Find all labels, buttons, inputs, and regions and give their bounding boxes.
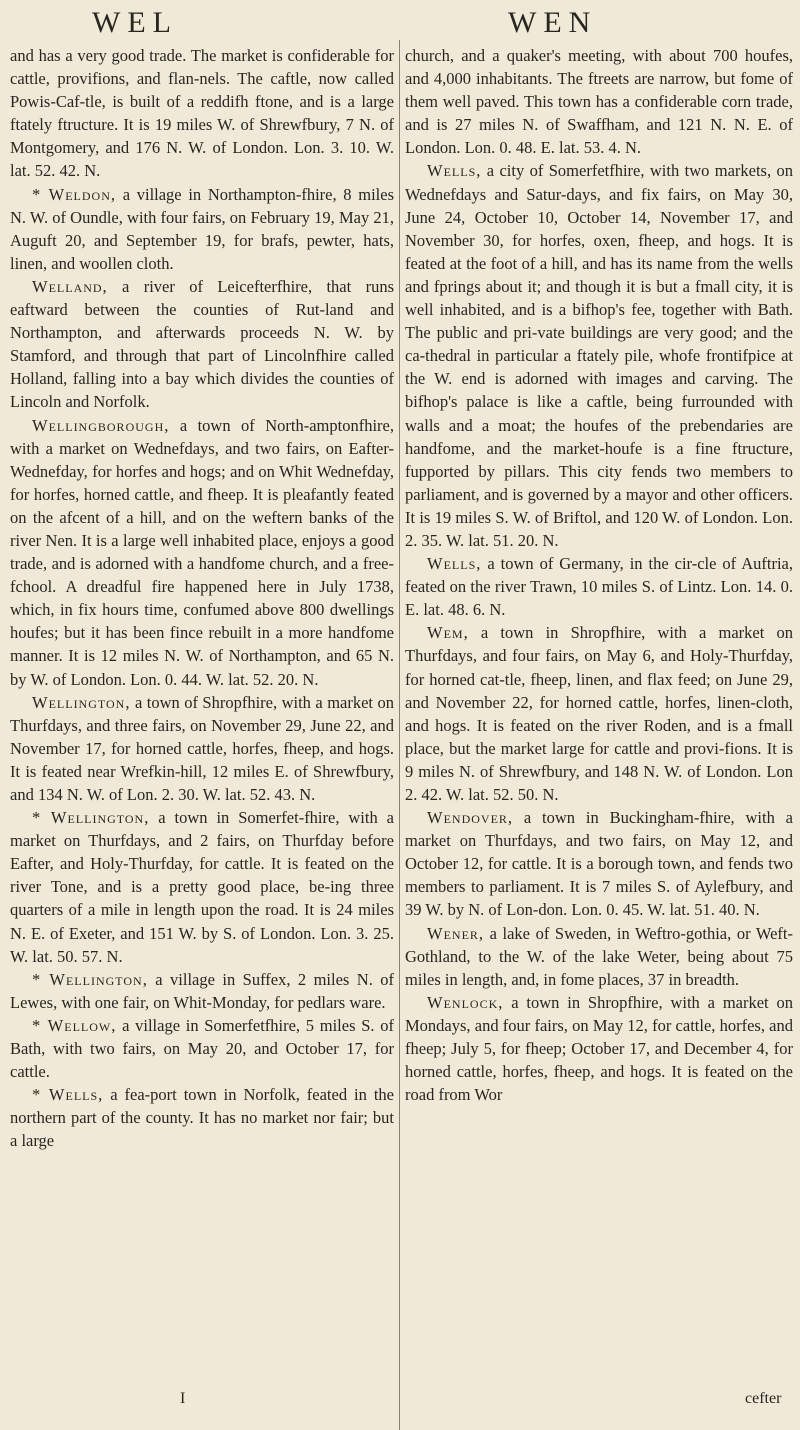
entry-headword: * Wellington,	[32, 808, 150, 828]
entry-headword: Wellingborough,	[32, 415, 170, 435]
header-right: WEN	[508, 6, 598, 39]
entry-text: a lake of Sweden, in Weftro-gothia, or Weft-Gothland, to the W. of the lake Weter, being about 75 miles in length, and, in fome places, 37 in breadth.	[405, 923, 793, 989]
entry-text: and has a very good trade. The market is confiderable for cattle, provifions, and flan-nels. The caftle, now called Powis-Caf-tle, is built of a reddifh ftone, and is a large ftately ftructure. It is 19 miles W. of Shrewfbury, 7 N. of Montgomery, and 176 N. W. of London. Lon. 3. 10. W. lat. 52. 42. N.	[10, 46, 394, 181]
running-header	[0, 4, 800, 46]
left-column	[10, 44, 394, 1394]
column-divider	[399, 40, 400, 1430]
gazetteer-entry	[405, 552, 793, 621]
entry-text: a town in Shropfhire, with a market on Mondays, and four fairs, on May 12, for cattle, horfes, and fheep; July 5, for fheep; October 17, and December 4, for horned cattle, horfes, fheep, and hogs. It is feated on the road from Wor	[405, 992, 793, 1105]
gazetteer-entry	[10, 275, 394, 414]
entry-text: a town in Somerfet-fhire, with a market on Thurfdays, and 2 fairs, on Thurfday before Eafter, and Holy-Thurfday, for cattle. It is feated on the river Tone, and is a pretty good place, be-ing three quarters of a mile in length upon the road. It is 24 miles N. E. of Exeter, and 151 W. by S. of London. Lon. 3. 25. W. lat. 50. 57. N.	[10, 808, 394, 966]
entry-headword: Wells,	[427, 554, 482, 574]
gazetteer-entry	[10, 691, 394, 806]
entry-headword: Wellington,	[32, 692, 131, 712]
entry-text: a town of Shropfhire, with a market on Thurfdays, and three fairs, on November 29, June 22, and November 17, for horned cattle, horfes, fheep, and hogs. It is feated near Wrefkin-hill, 12 miles E. of Shrewfbury, and 134 N. W. of Lon. 2. 30. W. lat. 52. 43. N.	[10, 692, 394, 804]
entry-headword: * Wellow,	[32, 1015, 117, 1035]
entry-text: a river of Leicefterfhire, that runs eaftward between the counties of Rut-land and Northampton, and afterwards proceeds N. W. by Stamford, and through that part of Lincolnfhire called Holland, falling into a bay which divides the counties of Lincoln and Norfolk.	[10, 276, 394, 412]
continued-entry	[405, 44, 793, 159]
entry-headword: Wem,	[427, 623, 469, 643]
entry-headword: * Wellington,	[32, 969, 148, 989]
entry-text: a village in Northampton-fhire, 8 miles N. W. of Oundle, with four fairs, on February 19, May 21, Auguft 20, and September 19, for brafs, pewter, hats, linen, and woollen cloth.	[10, 184, 394, 273]
gazetteer-entry	[10, 806, 394, 968]
entry-headword: Wendover,	[427, 808, 514, 828]
entry-text: a fea-port town in Norfolk, feated in the northern part of the county. It has no market nor fair; but a large	[10, 1085, 394, 1151]
entry-text: a town of North-amptonfhire, with a market on Wednefdays, and two fairs, on Eafter-Wednefday, for horfes and hogs; and on Whit Wednefday, for horfes, horned cattle, and fheep. It is pleafantly feated on the afcent of a hill, and on the weftern banks of the river Nen. It is a large well inhabited place, enjoys a good trade, and is adorned with a handfome church, and a free-fchool. A dreadful fire happened here in July 1738, which, in fix hours time, confumed above 800 dwellings houfes; but it has been fince rebuilt in a more handfome manner. It is 12 miles N. W. of Northampton, and 65 N. by W. of London. Lon. 0. 44. W. lat. 52. 20. N.	[10, 415, 394, 689]
gazetteer-entry	[10, 414, 394, 691]
header-left: WEL	[92, 6, 178, 39]
gazetteer-entry	[405, 806, 793, 921]
gazetteer-entry	[405, 922, 793, 991]
right-column	[405, 44, 793, 1394]
entry-text: a town in Buckingham-fhire, with a market on Thurfdays, and two fairs, on May 12, and October 12, for cattle. It is a borough town, and fends two members to parliament. It is 7 miles S. of Aylefbury, and 39 W. by N. of Lon-don. Lon. 0. 45. W. lat. 51. 40. N.	[405, 808, 793, 920]
gazetteer-entry	[405, 991, 793, 1106]
entry-headword: Wells,	[427, 161, 482, 181]
entry-headword: * Weldon,	[32, 184, 117, 204]
entry-text: a town of Germany, in the cir-cle of Auftria, feated on the river Trawn, 10 miles S. of Lintz. Lon. 14. 0. E. lat. 48. 6. N.	[405, 554, 793, 620]
entry-headword: Wenlock,	[427, 992, 504, 1012]
gazetteer-entry	[10, 968, 394, 1014]
entry-headword: Welland,	[32, 276, 108, 296]
entry-text: a town in Shropfhire, with a market on Thurfdays, and four fairs, on May 6, and Holy-Thurfday, for horned cat-tle, fheep, linen, and flax feed; on June 29, and November 22, for horned cattle, horfes, linen-cloth, and hogs. It is feated on the river Roden, and is a fmall place, but the market large for cattle and provi-fions. It is 9 miles N. of Shrewfbury, and 148 N. W. of London. Lon 2. 42. W. lat. 52. 50. N.	[405, 623, 793, 804]
entry-text: church, and a quaker's meeting, with about 700 houfes, and 4,000 inhabitants. The ftreets are narrow, but fome of them well paved. This town has a confiderable corn trade, and is 27 miles N. of Swaffham, and 121 N. N. E. of London. Lon. 0. 48. E. lat. 53. 4. N.	[405, 46, 793, 158]
entry-text: a village in Suffex, 2 miles N. of Lewes, with one fair, on Whit-Monday, for pedlars ware.	[10, 969, 394, 1012]
signature-mark: I	[180, 1390, 186, 1407]
gazetteer-entry	[10, 183, 394, 275]
entry-text: a city of Somerfetfhire, with two markets, on Wednefdays and Satur-days, and fix fairs, on May 30, June 24, October 10, October 14, November 17, and November 30, for horfes, oxen, fheep, and hogs. It is feated at the foot of a hill, and has its name from the wells and fprings about it; and though it is but a fmall city, it is well inhabited, and is a bifhop's fee, together with Bath. The public and pri-vate buildings are very good; and the ca-thedral in particular a ftately pile, whofe frontifpice at the W. end is adorned with images and carving. The bifhop's palace is like a caftle, being furrounded with walls and a moat; the houfes of the prebendaries are handfome, and the market-houfe is a fine ftructure, fupported by pillars. This city fends two members to parliament, and is governed by a mayor and other officers. It is 19 miles S. W. of Briftol, and 120 W. of London. Lon. 2. 35. W. lat. 51. 20. N.	[405, 161, 793, 550]
gazetteer-entry	[10, 1014, 394, 1083]
gazetteer-entry	[10, 1083, 394, 1152]
entry-headword: * Wells,	[32, 1085, 104, 1105]
gazetteer-entry	[405, 621, 793, 806]
gazetteer-entry	[405, 159, 793, 552]
catchword: cefter	[745, 1390, 782, 1407]
continued-entry	[10, 44, 394, 183]
entry-headword: Wener,	[427, 923, 485, 943]
entry-text: a village in Somerfetfhire, 5 miles S. of Bath, with two fairs, on May 20, and October 17, for cattle.	[10, 1015, 394, 1082]
